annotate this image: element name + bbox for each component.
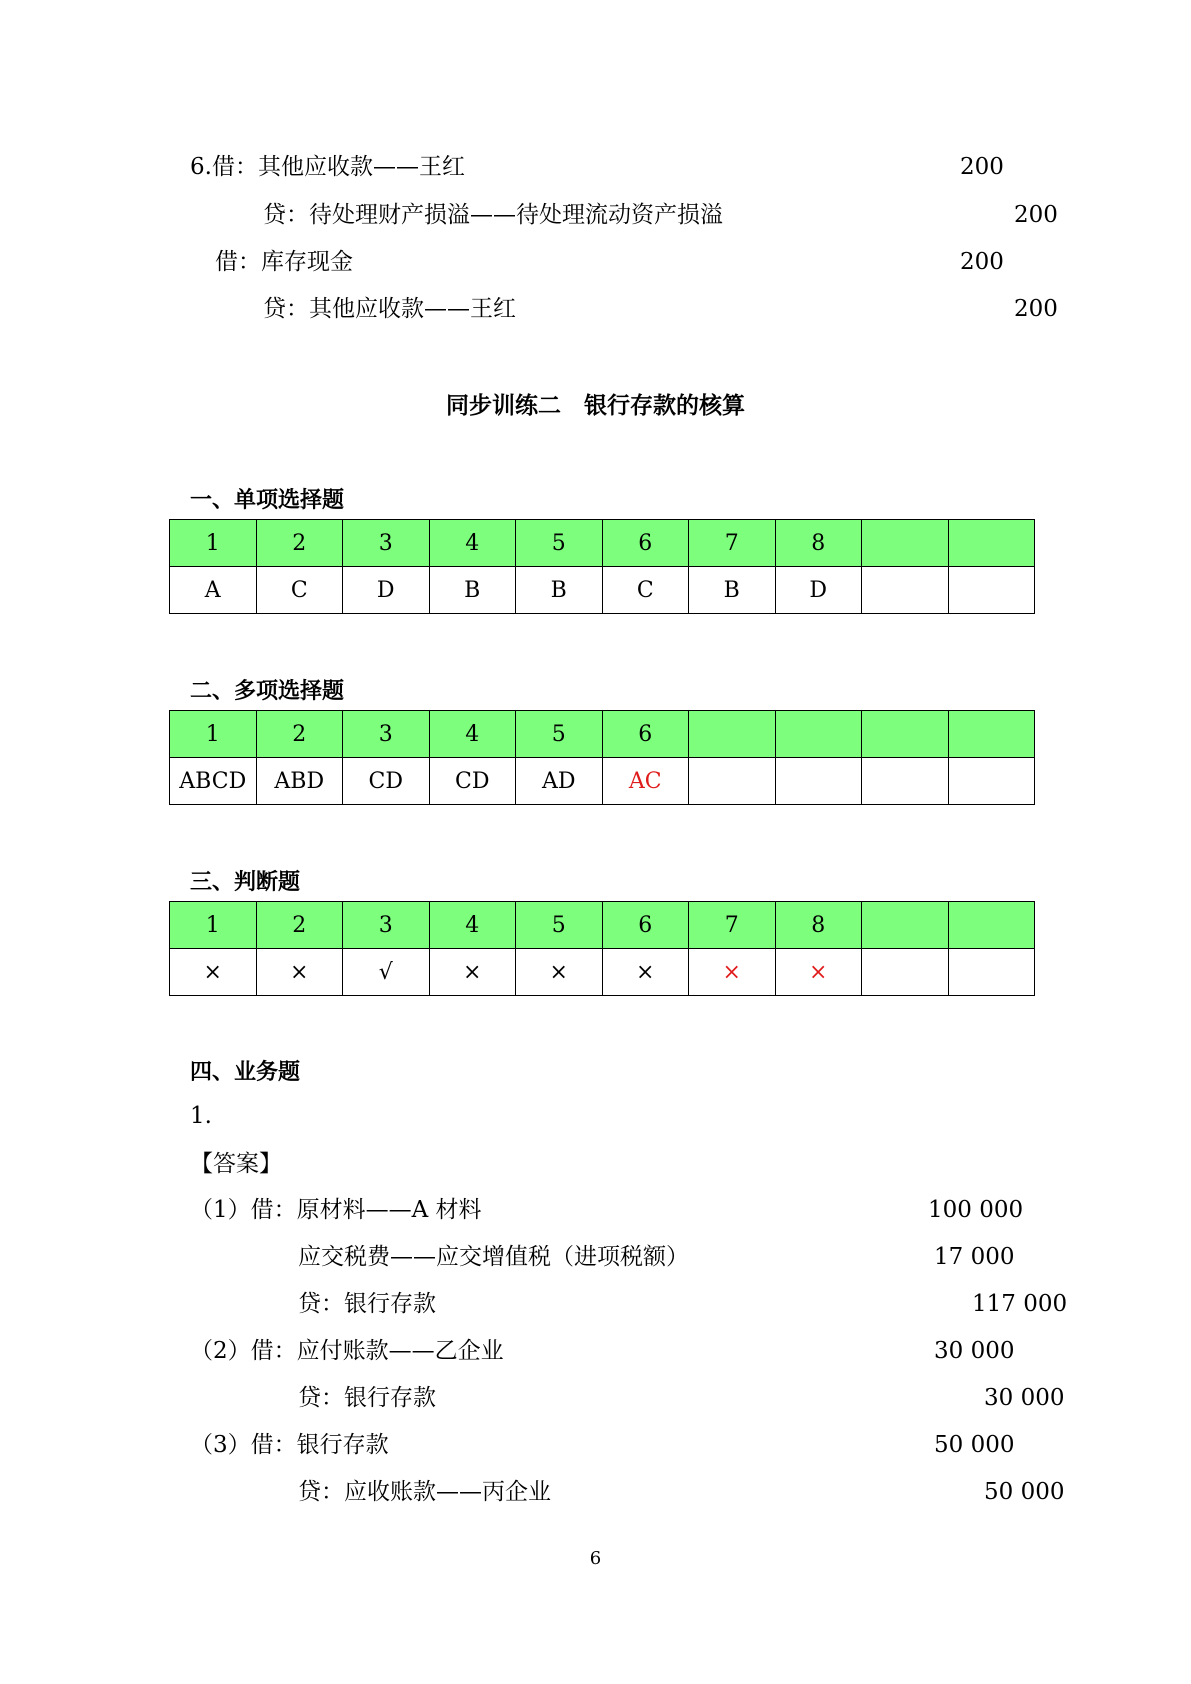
page-number: 6 bbox=[589, 1548, 602, 1569]
question-number: 3 bbox=[343, 711, 430, 758]
answer-cell: ABD bbox=[256, 758, 343, 805]
answer-cell: √ bbox=[343, 949, 430, 996]
journal-line-label: （2）借：应付账款——乙企业 bbox=[190, 1338, 504, 1364]
single-choice-answer-row bbox=[170, 567, 1035, 614]
multi-choice-number-row bbox=[170, 711, 1035, 758]
entry6-line2-amount: 200 bbox=[1014, 202, 1058, 228]
answer-cell: A bbox=[170, 567, 257, 614]
journal-line-amount: 100 000 bbox=[928, 1197, 1024, 1223]
answer-cell: B bbox=[429, 567, 516, 614]
entry6-line2-label: 贷：待处理财产损溢——待处理流动资产损溢 bbox=[263, 202, 723, 228]
question-number bbox=[862, 520, 949, 567]
journal-line-amount: 50 000 bbox=[984, 1479, 1065, 1505]
question-number: 5 bbox=[516, 520, 603, 567]
judgement-table bbox=[169, 901, 1035, 996]
single-choice-table bbox=[169, 519, 1035, 614]
answer-cell bbox=[775, 758, 862, 805]
question-number bbox=[948, 902, 1035, 949]
question-number: 7 bbox=[689, 902, 776, 949]
entry6-line4-label: 贷：其他应收款——王红 bbox=[263, 296, 516, 322]
question-number: 6 bbox=[602, 711, 689, 758]
question-number: 3 bbox=[343, 520, 430, 567]
answer-cell: D bbox=[775, 567, 862, 614]
single-choice-heading: 一、单项选择题 bbox=[190, 488, 345, 513]
answer-label: 【答案】 bbox=[190, 1151, 282, 1177]
answer-cell: ABCD bbox=[170, 758, 257, 805]
answer-cell: B bbox=[516, 567, 603, 614]
section-title: 同步训练二 银行存款的核算 bbox=[446, 393, 745, 419]
question-number: 4 bbox=[429, 902, 516, 949]
question-number: 2 bbox=[256, 520, 343, 567]
question-number: 6 bbox=[602, 520, 689, 567]
answer-cell: C bbox=[256, 567, 343, 614]
entry6-line3-amount: 200 bbox=[960, 249, 1004, 275]
business-heading: 四、业务题 bbox=[190, 1060, 301, 1085]
answer-cell-highlighted: AC bbox=[602, 758, 689, 805]
multi-choice-heading: 二、多项选择题 bbox=[190, 679, 345, 704]
entry6-line4-amount: 200 bbox=[1014, 296, 1058, 322]
answer-cell bbox=[948, 949, 1035, 996]
question-number bbox=[948, 711, 1035, 758]
question-number: 3 bbox=[343, 902, 430, 949]
multi-choice-answer-row bbox=[170, 758, 1035, 805]
question-number: 1 bbox=[170, 520, 257, 567]
journal-line-amount: 30 000 bbox=[984, 1385, 1065, 1411]
entry6-line1-label: 6.借：其他应收款——王红 bbox=[190, 154, 465, 180]
answer-cell: CD bbox=[343, 758, 430, 805]
journal-line-amount: 30 000 bbox=[934, 1338, 1015, 1364]
answer-cell: C bbox=[602, 567, 689, 614]
judgement-heading: 三、判断题 bbox=[190, 870, 301, 895]
journal-line-amount: 117 000 bbox=[972, 1291, 1068, 1317]
question-number: 4 bbox=[429, 711, 516, 758]
answer-cell bbox=[862, 758, 949, 805]
answer-cell: × bbox=[256, 949, 343, 996]
entry6-line1-amount: 200 bbox=[960, 154, 1004, 180]
journal-line-label: （1）借：原材料——A 材料 bbox=[190, 1197, 482, 1223]
question-number bbox=[689, 711, 776, 758]
question-number: 1 bbox=[170, 711, 257, 758]
journal-line-label: 贷：银行存款 bbox=[298, 1291, 436, 1317]
question-number: 6 bbox=[602, 902, 689, 949]
answer-cell bbox=[862, 567, 949, 614]
entry6-line3-label: 借：库存现金 bbox=[215, 249, 353, 275]
journal-line-label: 贷：应收账款——丙企业 bbox=[298, 1479, 551, 1505]
journal-line-label: （3）借：银行存款 bbox=[190, 1432, 389, 1458]
answer-cell: × bbox=[429, 949, 516, 996]
question-number: 5 bbox=[516, 711, 603, 758]
question-number: 8 bbox=[775, 520, 862, 567]
answer-cell bbox=[948, 758, 1035, 805]
question-number bbox=[862, 711, 949, 758]
journal-line-label: 贷：银行存款 bbox=[298, 1385, 436, 1411]
question-number: 2 bbox=[256, 902, 343, 949]
question-number: 5 bbox=[516, 902, 603, 949]
judgement-number-row bbox=[170, 902, 1035, 949]
journal-line-amount: 17 000 bbox=[934, 1244, 1015, 1270]
answer-cell: CD bbox=[429, 758, 516, 805]
answer-cell: × bbox=[516, 949, 603, 996]
answer-cell-highlighted: × bbox=[689, 949, 776, 996]
multi-choice-table bbox=[169, 710, 1035, 805]
single-choice-number-row bbox=[170, 520, 1035, 567]
answer-cell: × bbox=[170, 949, 257, 996]
question-number: 2 bbox=[256, 711, 343, 758]
question-number: 7 bbox=[689, 520, 776, 567]
answer-cell bbox=[948, 567, 1035, 614]
question-number bbox=[948, 520, 1035, 567]
question-number: 8 bbox=[775, 902, 862, 949]
question-number bbox=[775, 711, 862, 758]
answer-cell bbox=[689, 758, 776, 805]
question-number: 1 bbox=[170, 902, 257, 949]
answer-cell-highlighted: × bbox=[775, 949, 862, 996]
answer-cell: AD bbox=[516, 758, 603, 805]
question-number: 4 bbox=[429, 520, 516, 567]
answer-cell: D bbox=[343, 567, 430, 614]
question-number bbox=[862, 902, 949, 949]
journal-line-label: 应交税费——应交增值税（进项税额） bbox=[298, 1244, 689, 1270]
answer-cell: B bbox=[689, 567, 776, 614]
journal-line-amount: 50 000 bbox=[934, 1432, 1015, 1458]
answer-cell: × bbox=[602, 949, 689, 996]
judgement-answer-row bbox=[170, 949, 1035, 996]
answer-cell bbox=[862, 949, 949, 996]
question-number-1: 1. bbox=[190, 1103, 212, 1129]
